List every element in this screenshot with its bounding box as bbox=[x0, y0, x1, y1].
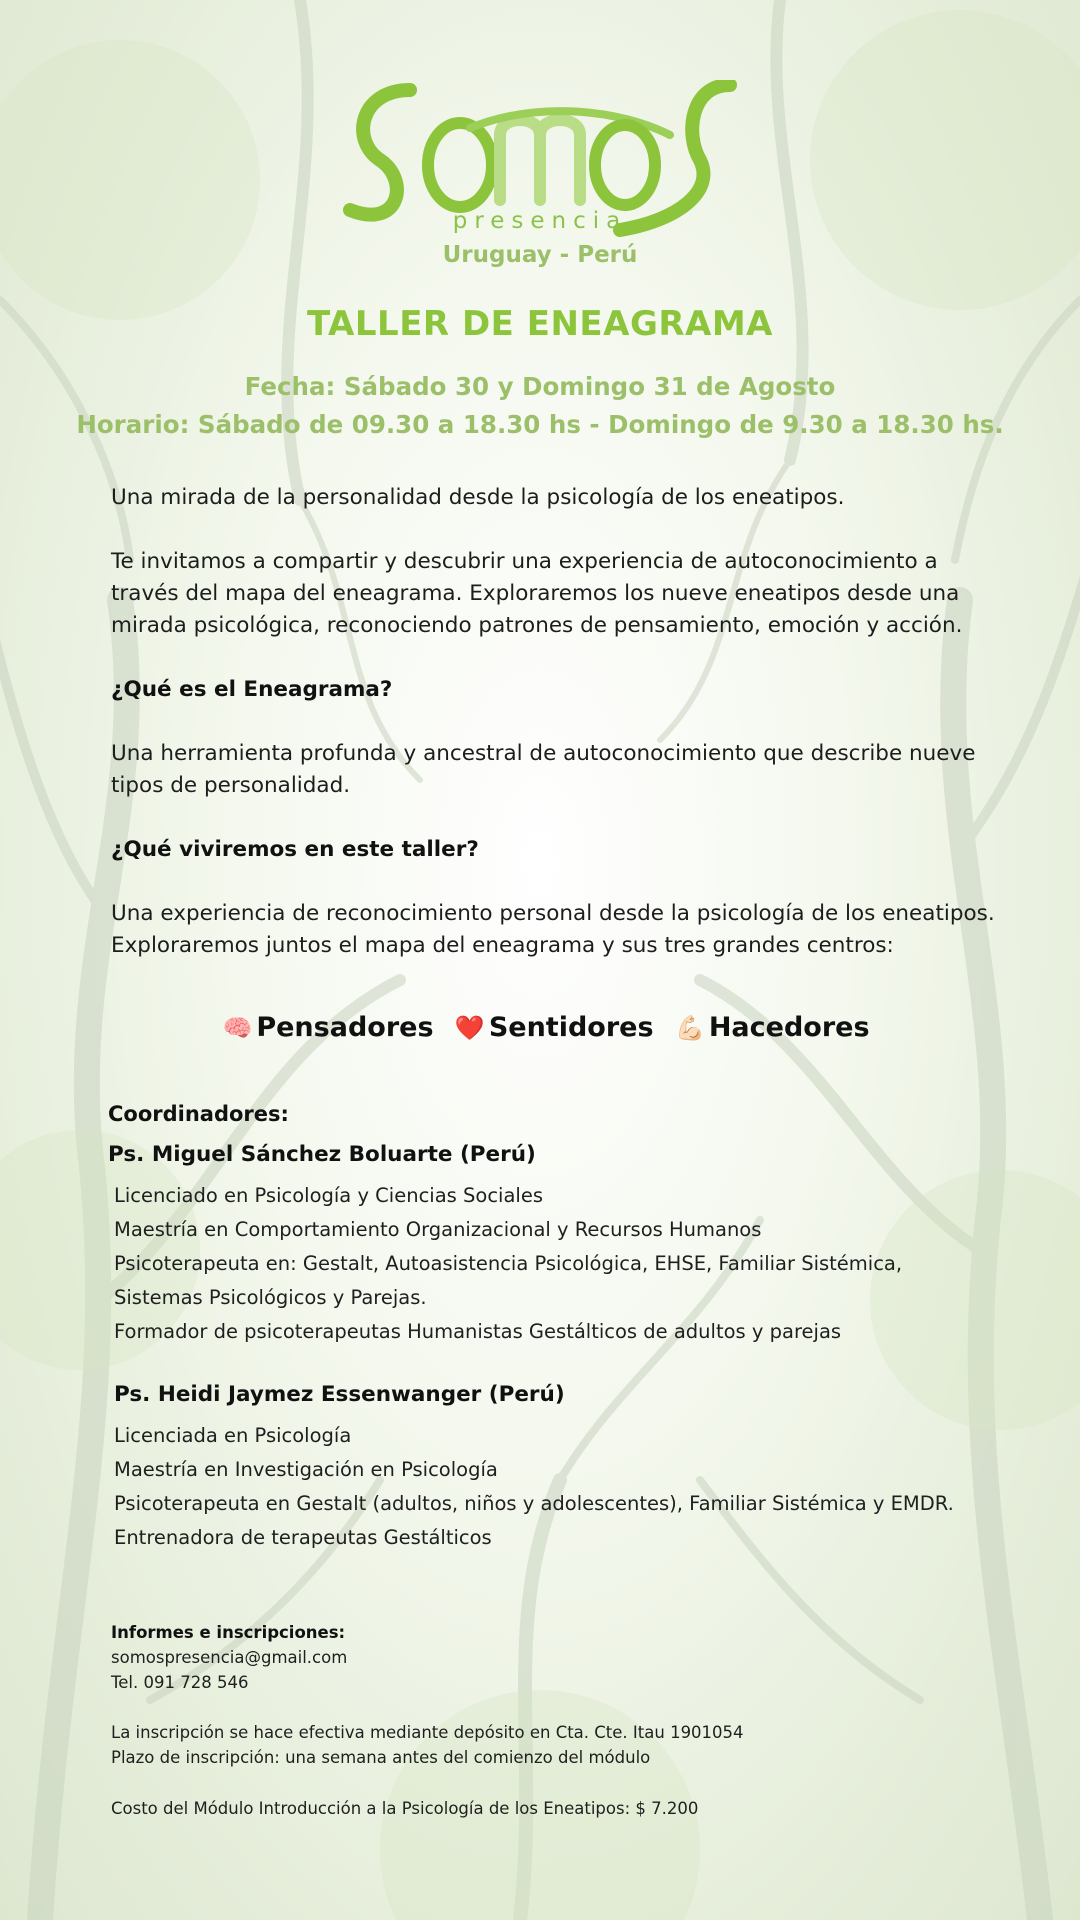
what-is-heading: ¿Qué es el Eneagrama? bbox=[111, 677, 393, 702]
coordinator-credentials bbox=[108, 1419, 1008, 1555]
credential-item: Maestría en Investigación en Psicología bbox=[114, 1458, 498, 1481]
heart-icon: ❤️ bbox=[454, 1014, 485, 1042]
credential-item: Formador de psicoterapeutas Humanistas Gestálticos de adultos y parejas bbox=[114, 1320, 842, 1343]
credential-item: Licenciada en Psicología bbox=[114, 1424, 352, 1447]
deposit-info: La inscripción se hace efectiva mediante depósito en Cta. Cte. Itau 1901054 bbox=[111, 1723, 744, 1742]
coordinators-heading: Coordinadores: bbox=[108, 1102, 289, 1126]
credential-item: Entrenadora de terapeutas Gestálticos bbox=[114, 1526, 492, 1549]
credential-item: Psicoterapeuta en Gestalt (adultos, niños y adolescentes), Familiar Sistémica y EMDR. bbox=[114, 1492, 954, 1515]
contact-phone: Tel. 091 728 546 bbox=[111, 1673, 249, 1692]
region-label: Uruguay - Perú bbox=[442, 242, 638, 268]
event-schedule: Horario: Sábado de 09.30 a 18.30 hs - Domingo de 9.30 a 18.30 hs. bbox=[76, 410, 1004, 439]
center-label: Hacedores bbox=[708, 1012, 870, 1043]
credential-item: Sistemas Psicológicos y Parejas. bbox=[114, 1286, 427, 1309]
contact-heading: Informes e inscripciones: bbox=[111, 1623, 346, 1642]
coordinator-2-section bbox=[108, 1382, 1008, 1555]
centers-row bbox=[0, 1012, 1080, 1043]
logo-tagline: presencia bbox=[452, 208, 628, 234]
credential-item: Licenciado en Psicología y Ciencias Sociales bbox=[114, 1184, 543, 1207]
coordinators-section bbox=[108, 1102, 1008, 1349]
flexed-arm-icon: 💪🏻 bbox=[674, 1014, 705, 1042]
center-label: Sentidores bbox=[488, 1012, 654, 1043]
intro-invite: Te invitamos a compartir y descubrir una experiencia de autoconocimiento a través del mapa del eneagrama. Exploraremos los nueve eneatipos desde una mirada psicológica, reconociendo patrones de pensamiento, emoción y acción. bbox=[111, 549, 963, 638]
what-live-body: Una experiencia de reconocimiento personal desde la psicología de los eneatipos. Exploraremos juntos el mapa del eneagrama y sus tres grandes centros: bbox=[111, 901, 995, 958]
credential-item: Maestría en Comportamiento Organizacional y Recursos Humanos bbox=[114, 1218, 762, 1241]
coordinator-name: Ps. Miguel Sánchez Boluarte (Perú) bbox=[108, 1142, 536, 1167]
credential-item: Psicoterapeuta en: Gestalt, Autoasistencia Psicológica, EHSE, Familiar Sistémica, bbox=[114, 1252, 903, 1275]
event-title: TALLER DE ENEAGRAMA bbox=[307, 304, 773, 344]
what-live-heading: ¿Qué viviremos en este taller? bbox=[111, 837, 479, 862]
coordinator-credentials bbox=[108, 1179, 1008, 1349]
contact-email: somospresencia@gmail.com bbox=[111, 1648, 348, 1667]
coordinator-name: Ps. Heidi Jaymez Essenwanger (Perú) bbox=[114, 1382, 565, 1407]
intro-lead: Una mirada de la personalidad desde la psicología de los eneatipos. bbox=[111, 485, 845, 510]
cost-info: Costo del Módulo Introducción a la Psicología de los Eneatipos: $ 7.200 bbox=[111, 1799, 699, 1818]
what-is-body: Una herramienta profunda y ancestral de autoconocimiento que describe nueve tipos de personalidad. bbox=[111, 741, 976, 798]
contact-section bbox=[111, 1620, 1011, 1695]
registration-info bbox=[111, 1720, 1011, 1770]
deadline-info: Plazo de inscripción: una semana antes del comienzo del módulo bbox=[111, 1748, 651, 1767]
event-date: Fecha: Sábado 30 y Domingo 31 de Agosto bbox=[244, 372, 836, 401]
brain-icon: 🧠 bbox=[222, 1014, 253, 1042]
center-label: Pensadores bbox=[256, 1012, 434, 1043]
